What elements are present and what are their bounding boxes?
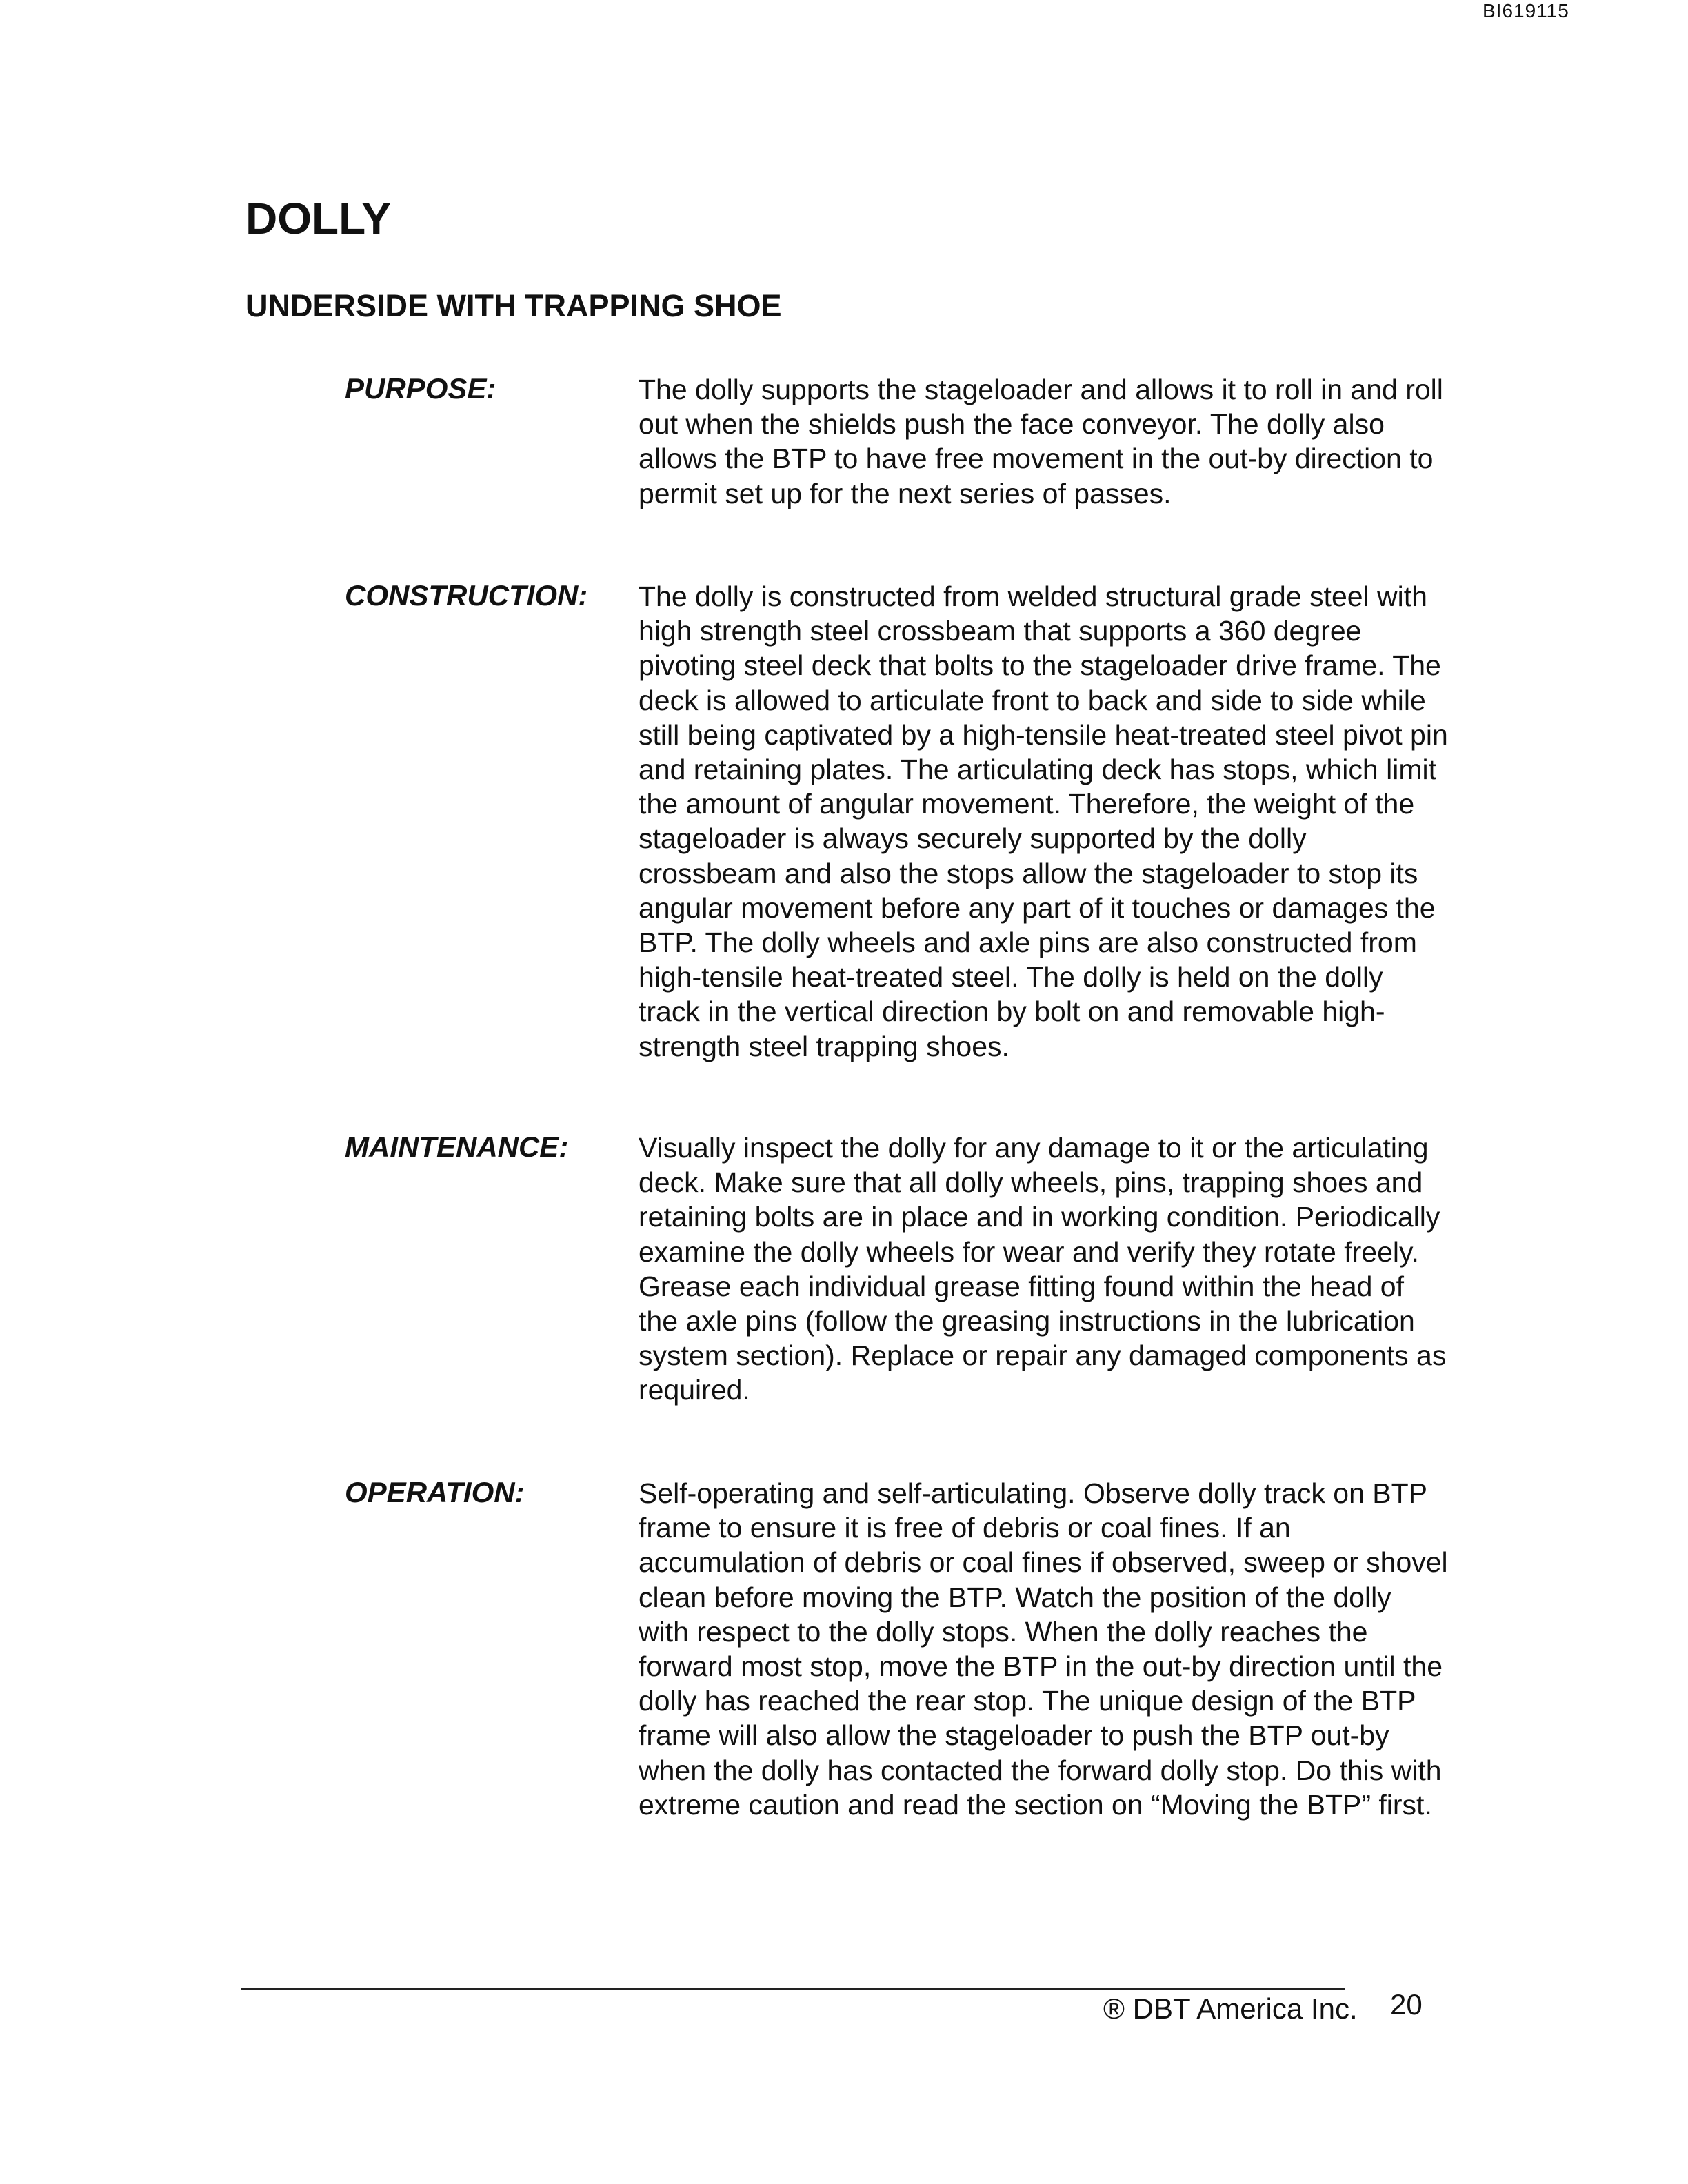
section-body-construction: The dolly is constructed from welded structural grade steel with high strength steel crossbeam that supports a 360 degree pivoting steel deck that bolts to the stageloader drive frame. The deck is allowed to articulate front to back and side to side while still being captivated by a high-tensile heat-treated steel pivot pin and retaining plates. The articulating deck has stops, which limit the amount of angular movement. Therefore, the weight of the stageloader is always securely supported by the dolly crossbeam and also the stops allow the stageloader to stop its angular movement before any part of it touches or damages the BTP. The dolly wheels and axle pins are also constructed from high-tensile heat-treated steel. The dolly is held on the dolly track in the vertical direction by bolt on and removable high-strength steel trapping shoes. [639,580,1448,1062]
footer-divider [241,1988,1345,1990]
section-label-operation: OPERATION: [345,1476,525,1508]
page-subtitle: UNDERSIDE WITH TRAPPING SHOE [245,288,782,323]
section-body-purpose: The dolly supports the stageloader and allows it to roll in and roll out when the shields push the face conveyor. The dolly also allows the BTP to have free movement in the out-by direction to permit set up for the next series of passes. [639,374,1443,509]
document-id: BI619115 [1483,0,1569,21]
section-label-maintenance: MAINTENANCE: [345,1131,569,1163]
section-label-construction: CONSTRUCTION: [345,579,588,611]
section-label-purpose: PURPOSE: [345,372,496,405]
section-body-maintenance: Visually inspect the dolly for any damage to it or the articulating deck. Make sure that all dolly wheels, pins, trapping shoes and retaining bolts are in place and in working condition. Periodically examine the dolly wheels for wear and verify they rotate freely. Grease each individual grease fitting found within the head of the axle pins (follow the greasing instructions in the lubrication system section). Replace or repair any damaged components as required. [639,1132,1447,1406]
page-title: DOLLY [245,194,391,243]
section-body-operation: Self-operating and self-articulating. Observe dolly track on BTP frame to ensure it is free of debris or coal fines. If an accumulation of debris or coal fines if observed, sweep or shovel clean before moving the BTP. Watch the position of the dolly with respect to the dolly stops. When the dolly reaches the forward most stop, move the BTP in the out-by direction until the dolly has reached the rear stop. The unique design of the BTP frame will also allow the stageloader to push the BTP out-by when the dolly has contacted the forward dolly stop. Do this with extreme caution and read the section on “Moving the BTP” first. [639,1477,1448,1821]
footer-copyright: ® DBT America Inc. [1103,1992,1358,2025]
page-number: 20 [1390,1988,1423,2021]
